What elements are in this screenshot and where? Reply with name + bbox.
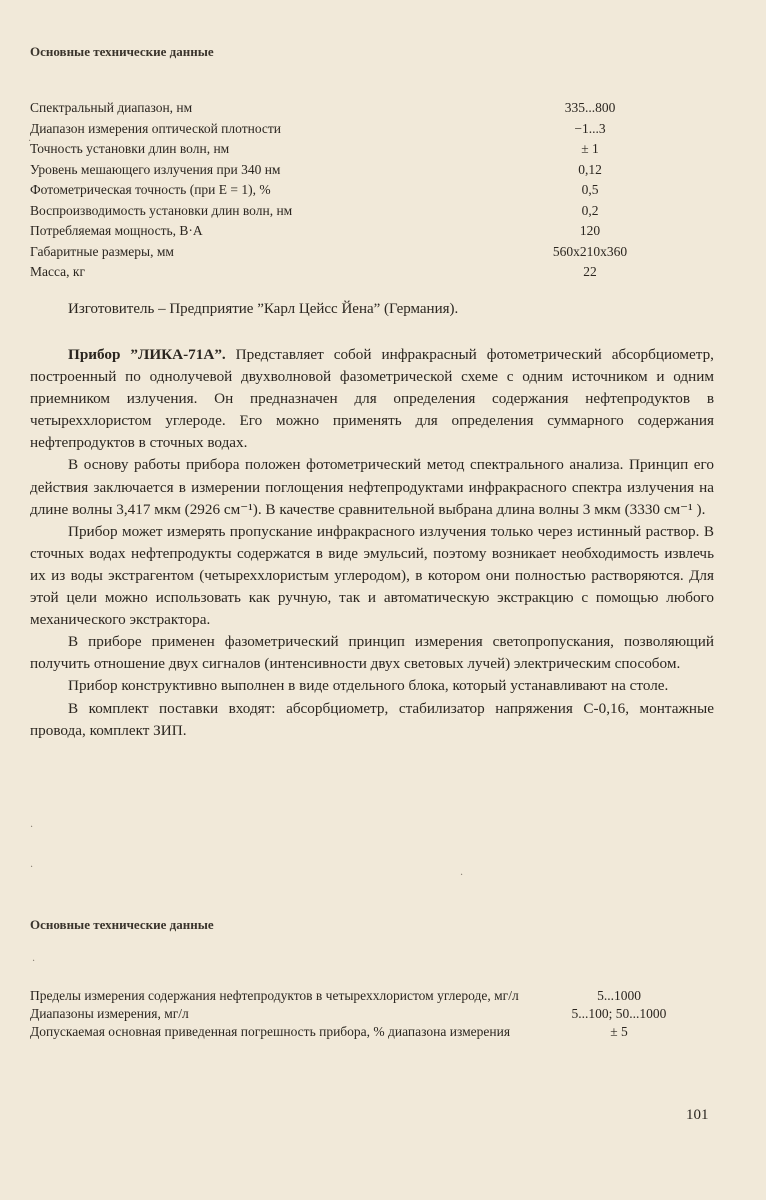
spec-row [30, 180, 650, 201]
paragraph [30, 344, 714, 454]
spec-table-1 [30, 98, 650, 283]
spec-label: Спектральный диапазон, нм [30, 100, 193, 115]
scan-speck: · [30, 862, 34, 873]
paragraph: В основу работы прибора положен фотометрический метод спектрального анализа. Принцип его действия заключается в измерении поглощения нефтепродуктами инфракрасного спектра излучения на длине волны 3,417 мкм (2926 см⁻¹). В качестве сравнительной выбрана длина волны 3 мкм (3330 см⁻¹ ). [30, 456, 714, 518]
spec-row [30, 262, 650, 283]
spec-row [30, 201, 650, 222]
spec-label: Фотометрическая точность (при E = 1), % [30, 182, 271, 197]
spec-label: Габаритные размеры, мм [30, 243, 174, 259]
spec-row [30, 160, 650, 181]
spec-value: 0,2 [581, 202, 599, 218]
spec-value: −1...3 [574, 120, 606, 136]
paragraph: Прибор может измерять пропускание инфракрасного излучения только через истинный раствор. В сточных водах нефтепродукты содержатся в виде эмульсий, поэтому возникает необходимость извлечь их из воды экстрагентом (четыреххлористым углеродом), в котором они полностью растворяются. Для этой цели можно использовать как ручную, так и автоматическую экстракцию с помощью любого механического экстрактора. [30, 522, 714, 629]
spec-row [30, 242, 650, 263]
spec-row [30, 221, 650, 242]
manufacturer-note: Изготовитель – Предприятие ”Карл Цейсс Йена” (Германия). [68, 301, 459, 317]
spec-value: 0,5 [581, 182, 599, 197]
scan-speck: · [460, 870, 464, 881]
spec-value: ± 1 [581, 141, 599, 156]
spec-label: Допускаемая основная приведенная погрешность прибора, % диапазона измерения [30, 1024, 511, 1039]
spec-label: Уровень мешающего излучения при 340 нм [30, 161, 281, 177]
spec-value: 120 [579, 223, 601, 238]
spec-value: 560x210x360 [552, 243, 628, 259]
spec-value: 22 [583, 264, 597, 279]
spec-label: Диапазоны измерения, мг/л [30, 1006, 189, 1021]
spec-value: 0,12 [578, 161, 602, 177]
device-name: Прибор ”ЛИКА-71А”. [68, 346, 226, 363]
spec-row [30, 1023, 710, 1041]
scan-speck: · [28, 136, 32, 147]
paragraph: В комплект поставки входят: абсорбциометр, стабилизатор напряжения С-0,16, монтажные провода, комплект ЗИП. [30, 699, 714, 739]
spec-value: 5...100; 50...1000 [571, 1006, 667, 1021]
spec-value: 335...800 [564, 100, 616, 115]
spec-value: ± 5 [610, 1024, 628, 1039]
spec-label: Пределы измерения содержания нефтепродуктов в четыреххлористом углероде, мг/л [30, 988, 519, 1003]
scan-speck: · [30, 822, 34, 833]
spec-value: 5...1000 [597, 988, 641, 1003]
spec-label: Точность установки длин волн, нм [30, 141, 230, 156]
paragraph: Прибор конструктивно выполнен в виде отдельного блока, который устанавливают на столе. [68, 677, 669, 695]
spec-label: Масса, кг [30, 264, 85, 279]
spec-row [30, 119, 650, 140]
section-heading-2: Основные технические данные [30, 917, 214, 932]
scan-speck: · [32, 956, 36, 967]
paragraph-text: Представляет собой инфракрасный фотометрический абсорбциометр, построенный по однолучевой двухволновой фазометрической схеме с одним источником и одним приемником излучения. Он предназначен для определения содержания нефтепродуктов в четыреххлористом углероде. Его можно применять для определения суммарного содержания нефтепродуктов в сточных водах. [30, 346, 714, 452]
section-heading-1: Основные технические данные [30, 44, 214, 59]
spec-row [30, 139, 650, 160]
spec-row [30, 987, 710, 1005]
spec-label: Диапазон измерения оптической плотности [30, 120, 282, 136]
page-number: 101 [686, 1107, 709, 1123]
spec-label: Воспроизводимость установки длин волн, нм [30, 202, 293, 218]
spec-table-2 [30, 987, 710, 1041]
spec-row [30, 98, 650, 119]
device-description [30, 344, 714, 742]
paragraph: В приборе применен фазометрический принцип измерения светопропускания, позволяющий получить отношение двух сигналов (интенсивности двух световых лучей) электрическим способом. [30, 633, 714, 673]
spec-label: Потребляемая мощность, В·А [30, 223, 203, 238]
spec-row [30, 1005, 710, 1023]
